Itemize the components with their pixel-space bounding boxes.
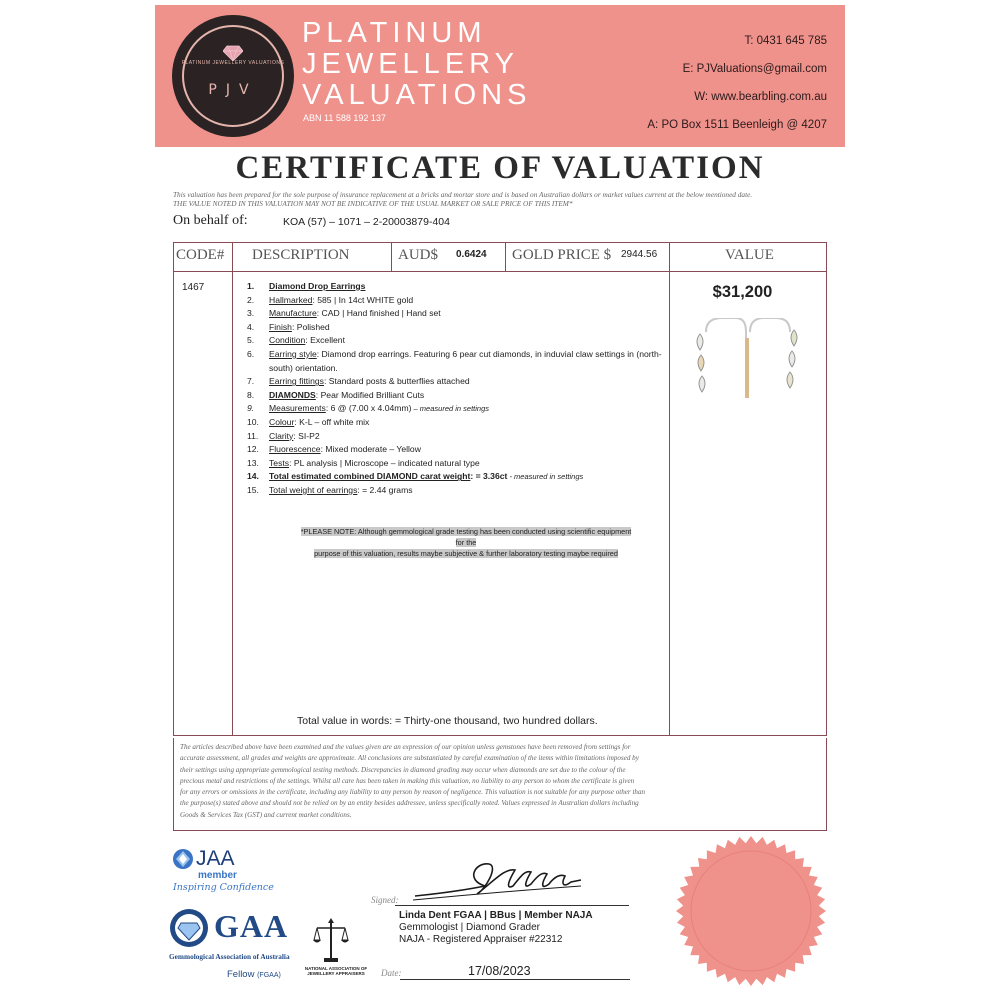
jaa-tagline: Inspiring Confidence (173, 882, 274, 893)
gaa-fellow-label: Fellow (227, 969, 255, 980)
list-item: 12. Fluorescence: Mixed moderate – Yellow (247, 444, 421, 455)
aud-rate: 0.6424 (456, 249, 487, 260)
contact-address: A: PO Box 1511 Beenleigh @ 4207 (647, 119, 827, 131)
brand-name (302, 18, 531, 111)
abn-number: ABN 11 588 192 137 (303, 113, 386, 123)
list-item: 9. Measurements: 6 @ (7.00 x 4.04mm) – measured in settings (247, 403, 490, 414)
date-line (400, 979, 630, 980)
list-item: 7. Earring fittings: Standard posts & butterflies attached (247, 376, 470, 387)
diamond-icon (223, 45, 243, 61)
stamp-scalloped-edge (676, 836, 826, 986)
aud-label: AUD$ (398, 247, 438, 263)
naja-line-2: JEWELLERY APPRAISERS (307, 971, 365, 977)
gaa-fellow (227, 969, 281, 980)
jaa-diamond-icon (172, 848, 194, 870)
value-header: VALUE (725, 247, 774, 263)
naja-label (301, 966, 371, 976)
disclaimer-line-1: This valuation has been prepared for the sole purpose of insurance replacement at a bricks and mortar store and is based on Australian dollars or market values current at the below mentioned date. (173, 190, 753, 199)
item-description-list (247, 280, 667, 498)
code-header: CODE# (176, 247, 225, 263)
terms-line: the purpose(s) stated above and should not be relied on by an entity besides addressee, unless specifically noted. Values expressed in Australian dollars including (180, 799, 639, 808)
col-divider-desc (391, 242, 392, 271)
list-item: 4. Finish: Polished (247, 321, 330, 332)
col-divider-code (232, 242, 233, 735)
contact-email: E: PJValuations@gmail.com (682, 63, 827, 75)
list-item: 11. Clarity: SI-P2 (247, 430, 320, 441)
signature-line (395, 905, 629, 906)
terms-text (173, 740, 827, 828)
terms-line: precious metal and restrictions of the settings. Whilst all care has been taken in making this valuation, no liability to any person to whom the certificate is given (180, 776, 635, 785)
please-note (296, 526, 636, 559)
handwritten-signature (405, 850, 585, 910)
brand-line-3: VALUATIONS (302, 79, 532, 111)
embossed-seal-stamp (675, 835, 827, 987)
list-item: 5. Condition: Excellent (247, 335, 345, 346)
description-header: DESCRIPTION (252, 247, 350, 263)
gold-price-label: GOLD PRICE $ (512, 247, 612, 263)
list-item: 2. Hallmarked: 585 | In 14ct WHITE gold (247, 294, 414, 305)
header-banner (155, 5, 845, 147)
terms-line: for any errors or omissions in the certificate, including any liability to any person by reason of negligence. This valuation is not suitable for any purpose other than (180, 788, 646, 797)
logo-ring (182, 25, 284, 127)
valuation-date: 17/08/2023 (468, 964, 531, 978)
naja-line-1: NATIONAL ASSOCIATION OF (304, 966, 368, 971)
pjv-logo (172, 15, 294, 137)
signer-name: Linda Dent FGAA | BBus | Member NAJA (399, 910, 593, 921)
list-item: 3. Manufacture: CAD | Hand finished | Hand set (247, 308, 441, 319)
col-divider-value (669, 242, 670, 735)
gaa-full-name: Gemmological Association of Australia (169, 952, 290, 961)
disclaimer-line-2: THE VALUE NOTED IN THIS VALUATION MAY NOT BE INDICATIVE OF THE USUAL MARKET OR SALE PRICE OF THIS ITEM* (173, 199, 573, 208)
contact-phone: T: 0431 645 785 (744, 35, 827, 47)
please-note-line-1: *PLEASE NOTE: Although gemmological grade testing has been conducted using scientific equipment for the (300, 527, 632, 547)
table-header-divider (173, 271, 826, 272)
on-behalf-value: KOA (57) – 1071 – 2-20003879-404 (283, 216, 450, 228)
jaa-logo-text: JAA (196, 847, 235, 870)
certificate-page (155, 0, 845, 1000)
list-item: 13. Tests: PL analysis | Microscope – indicated natural type (247, 457, 480, 468)
gaa-logo-text: GAA (214, 908, 289, 944)
list-item: 1. Diamond Drop Earrings (247, 281, 366, 291)
terms-line: accurate assessment, all grades and weights are approximate. All conclusions are substantiated by careful examination of the items within limitations imposed by (180, 754, 639, 763)
on-behalf-label: On behalf of: (173, 213, 248, 228)
gold-price-value: 2944.56 (621, 249, 658, 260)
contact-website: W: www.bearbling.com.au (694, 91, 827, 103)
col-divider-aud (505, 242, 506, 271)
scales-icon (313, 918, 349, 964)
list-item: 10. Colour: K-L – off white mix (247, 416, 370, 427)
item-code: 1467 (182, 282, 205, 293)
brand-line-2: JEWELLERY (302, 48, 519, 80)
gaa-fellow-abbr: (FGAA) (257, 972, 281, 979)
item-value: $31,200 (712, 283, 773, 301)
brand-line-1: PLATINUM (302, 17, 487, 49)
total-value-in-words: Total value in words: = Thirty-one thousand, two hundred dollars. (297, 715, 598, 727)
document-title: CERTIFICATE OF VALUATION (235, 150, 765, 186)
list-item: 14. Total estimated combined DIAMOND carat weight: = 3.36ct - measured in settings (247, 471, 584, 482)
signed-label: Signed: (371, 895, 399, 905)
terms-line: The articles described above have been examined and the values given are an expression of our opinion unless gemstones have been removed from settings for (180, 743, 631, 751)
list-item: 6. Earring style: Diamond drop earrings. Featuring 6 pear cut diamonds, in induvial claw settings in (north-south) orientation. (247, 348, 662, 373)
please-note-line-2: purpose of this valuation, results maybe subjective & further laboratory testing maybe required (314, 549, 618, 558)
logo-ring-text: PLATINUM JEWELLERY VALUATIONS (181, 60, 285, 66)
valuation-disclaimer (173, 190, 833, 208)
signer-role: Gemmologist | Diamond Grader (399, 922, 540, 933)
logo-monogram: PJV (208, 82, 258, 98)
earrings-photo (692, 318, 804, 406)
terms-line: their settings using appropriate gemmological testing methods. Discrepancies in diamond grading may occur when diamonds are set due to the colour of the (180, 765, 626, 774)
signer-registration: NAJA - Registered Appraiser #22312 (399, 934, 563, 945)
gaa-seal-icon (169, 908, 209, 948)
jaa-member-label: member (198, 870, 237, 881)
date-label: Date: (381, 968, 402, 978)
list-item: 15. Total weight of earrings: = 2.44 grams (247, 484, 413, 495)
list-item: 8. DIAMONDS: Pear Modified Brilliant Cuts (247, 389, 425, 400)
terms-line: Goods & Services Tax (GST) and current market conditions. (180, 810, 352, 819)
